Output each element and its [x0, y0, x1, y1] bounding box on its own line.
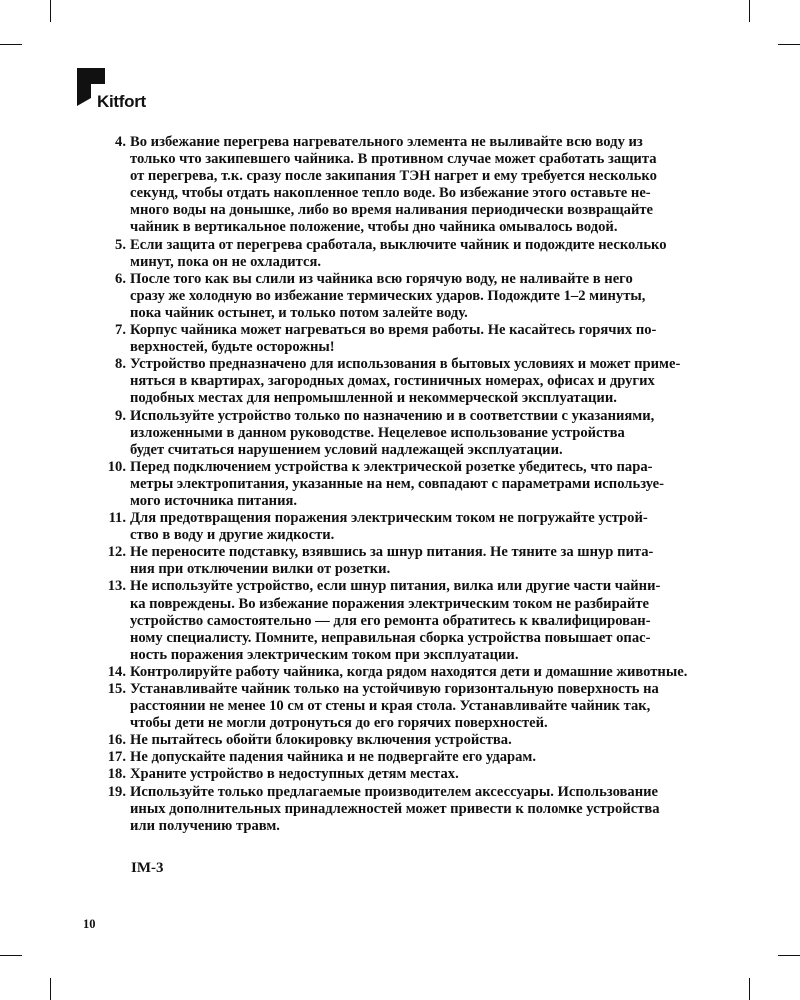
list-item	[94, 134, 708, 237]
list-item-number: 16.	[107, 732, 126, 749]
list-item-text	[130, 749, 708, 766]
crop-mark-top-left	[50, 0, 51, 22]
crop-mark-left-bottom	[0, 955, 22, 956]
list-item-text	[130, 664, 708, 681]
list-item-text	[130, 237, 708, 271]
text-line: секунд, чтобы отдать накопленное тепло воде. Во избежание этого оставьте не-	[130, 185, 651, 202]
list-item	[94, 510, 708, 544]
text-line: Используйте только предлагаемые производителем аксессуары. Использование	[130, 783, 658, 800]
text-line: минут, пока он не охладится.	[130, 253, 322, 270]
text-line: Используйте устройство только по назначению и в соответствии с указаниями,	[130, 407, 655, 424]
model-code: IM-3	[131, 860, 164, 876]
text-line: няться в квартирах, загородных домах, гостиничных номерах, офисах и других	[130, 373, 655, 390]
list-item-text	[130, 578, 708, 663]
text-line: Корпус чайника может нагреваться во время работы. Не касайтесь горячих по-	[130, 322, 657, 339]
text-line: иных дополнительных принадлежностей может привести к поломке устройства	[130, 800, 660, 817]
list-item-number: 13.	[107, 578, 126, 595]
text-line: Не допускайте падения чайника и не подвергайте его ударам.	[130, 749, 536, 766]
text-line: подобных местах для непромышленной и некоммерческой эксплуатации.	[130, 390, 617, 407]
list-item	[94, 732, 708, 749]
text-line: ния при отключении вилки от розетки.	[130, 561, 391, 578]
list-item-text	[130, 271, 708, 322]
list-item-number: 4.	[115, 134, 126, 150]
list-item-number: 17.	[107, 749, 126, 766]
text-line: много воды на донышке, либо во время наливания периодически возвращайте	[130, 202, 654, 219]
text-line: изложенными в данном руководстве. Нецелевое использование устройства	[130, 424, 625, 441]
text-line: от перегрева, т.к. сразу после закипания ТЭН нагрет и ему требуется несколько	[130, 168, 657, 185]
list-item-text	[130, 356, 708, 407]
list-item-number: 6.	[115, 270, 126, 287]
text-line: Устанавливайте чайник только на устойчивую горизонтальную поверхность на	[130, 681, 659, 697]
list-item-number: 10.	[107, 458, 126, 475]
text-line: будет считаться нарушением условий надлежащей эксплуатации.	[130, 441, 563, 458]
list-item-number: 7.	[115, 322, 126, 339]
safety-instructions-list	[94, 134, 708, 835]
list-item-text	[130, 681, 708, 732]
list-item-number: 9.	[115, 407, 126, 424]
list-item	[94, 271, 708, 322]
text-line: верхностей, будьте осторожны!	[130, 339, 335, 356]
list-item-text	[130, 784, 708, 835]
list-item-number: 15.	[107, 681, 126, 697]
list-item-number: 11.	[108, 510, 126, 527]
list-item	[94, 322, 708, 356]
text-line: только что закипевшего чайника. В противном случае может сработать защита	[130, 151, 657, 168]
text-line: Если защита от перегрева сработала, выключите чайник и подождите несколько	[130, 236, 667, 253]
text-line: Перед подключением устройства к электрической розетке убедитесь, что пара-	[130, 458, 653, 475]
list-item-text	[130, 544, 708, 578]
crop-mark-left-top	[0, 44, 22, 45]
list-item	[94, 766, 708, 783]
text-line: пока чайник остынет, и только потом залейте воду.	[130, 304, 468, 321]
list-item-text	[130, 134, 708, 237]
text-line: или получению травм.	[130, 817, 280, 834]
list-item-number: 12.	[107, 544, 126, 561]
list-item	[94, 578, 708, 663]
list-item	[94, 237, 708, 271]
text-line: расстоянии не менее 10 см от стены и края стола. Устанавливайте чайник так,	[130, 698, 651, 715]
text-line: Для предотвращения поражения электрическим током не погружайте устрой-	[130, 510, 648, 527]
list-item	[94, 664, 708, 681]
crop-mark-right-top	[778, 44, 800, 45]
list-item	[94, 408, 708, 459]
list-item-text	[130, 766, 708, 783]
text-line: Не переносите подставку, взявшись за шнур питания. Не тяните за шнур пита-	[130, 544, 654, 561]
list-item	[94, 681, 708, 732]
list-item	[94, 784, 708, 835]
list-item	[94, 356, 708, 407]
brand-name: Kitfort	[97, 92, 146, 111]
text-line: Не используйте устройство, если шнур питания, вилка или другие части чайни-	[130, 578, 661, 595]
text-line: Не пытайтесь обойти блокировку включения устройства.	[130, 732, 512, 749]
page-number: 10	[83, 917, 96, 931]
text-line: Устройство предназначено для использования в бытовых условиях и может приме-	[130, 356, 681, 373]
crop-mark-right-bottom	[778, 955, 800, 956]
text-line: Контролируйте работу чайника, когда рядом находятся дети и домашние животные.	[130, 663, 688, 680]
list-item	[94, 459, 708, 510]
list-item-number: 18.	[107, 766, 126, 783]
list-item-number: 5.	[115, 236, 126, 253]
crop-mark-bottom-right	[749, 978, 750, 1000]
text-line: чайник в вертикальное положение, чтобы дно чайника омывалось водой.	[130, 219, 618, 236]
text-line: ность поражения электрическим током при эксплуатации.	[130, 646, 519, 663]
crop-mark-bottom-left	[50, 978, 51, 1000]
list-item-text	[130, 459, 708, 510]
list-item-number: 19.	[107, 783, 126, 800]
text-line: метры электропитания, указанные на нем, совпадают с параметрами используе-	[130, 475, 664, 492]
text-line: устройство самостоятельно — для его ремонта обратитесь к квалифицирован-	[130, 612, 651, 629]
text-line: сразу же холодную во избежание термических ударов. Подождите 1–2 минуты,	[130, 287, 646, 304]
crop-mark-top-right	[749, 0, 750, 22]
text-line: Во избежание перегрева нагревательного элемента не выливайте всю воду из	[130, 134, 643, 150]
list-item	[94, 749, 708, 766]
text-line: мого источника питания.	[130, 492, 298, 509]
list-item-number: 8.	[115, 356, 126, 373]
text-line: ному специалисту. Помните, неправильная сборка устройства повышает опас-	[130, 629, 651, 646]
text-line: чтобы дети не могли дотронуться до его горячих поверхностей.	[130, 715, 548, 732]
text-line: ка повреждены. Во избежание поражения электрическим током не разбирайте	[130, 595, 650, 612]
list-item	[94, 544, 708, 578]
text-line: После того как вы слили из чайника всю горячую воду, не наливайте в него	[130, 270, 633, 287]
list-item-text	[130, 732, 708, 749]
list-item-text	[130, 322, 708, 356]
text-line: Храните устройство в недоступных детям местах.	[130, 766, 459, 783]
kitfort-logo	[77, 68, 177, 112]
text-line: ство в воду и другие жидкости.	[130, 527, 335, 544]
list-item-text	[130, 510, 708, 544]
list-item-text	[130, 408, 708, 459]
list-item-number: 14.	[107, 663, 126, 680]
